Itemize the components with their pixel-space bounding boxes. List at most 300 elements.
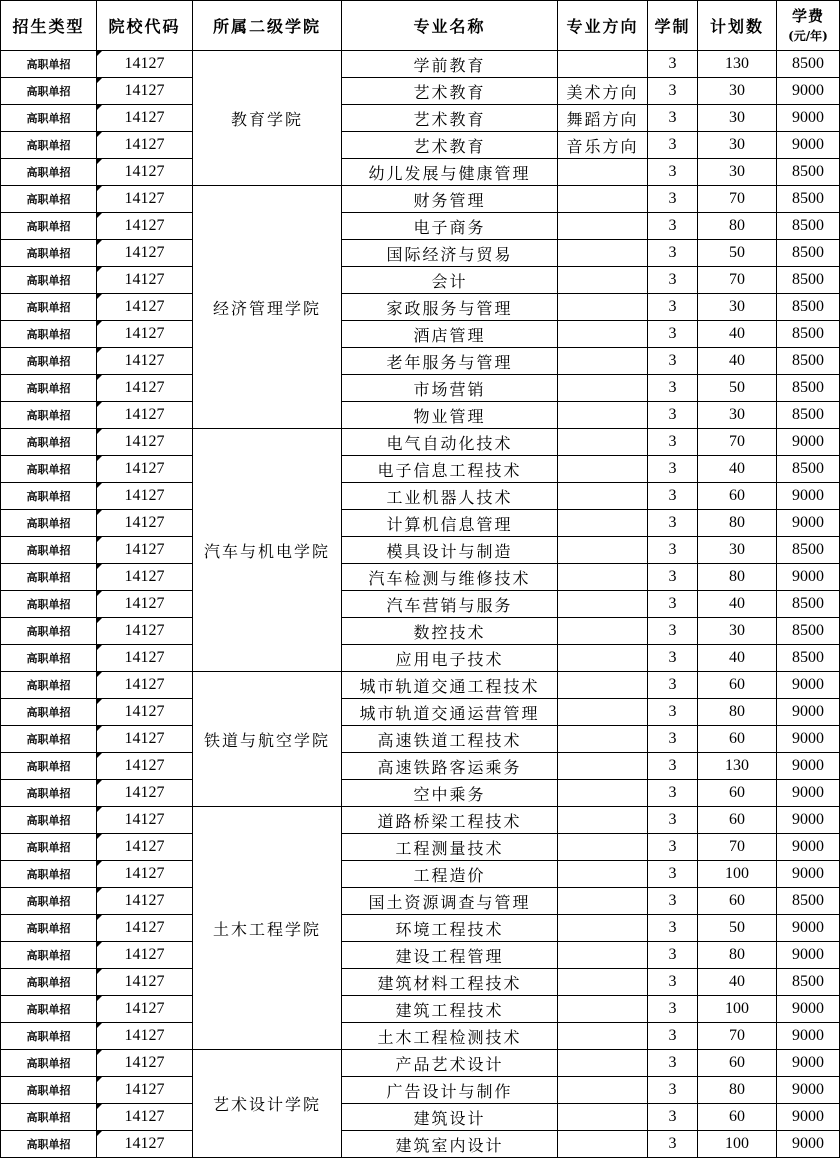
cell-direction xyxy=(558,402,648,429)
cell-code xyxy=(97,537,193,564)
cell-code xyxy=(97,51,193,78)
cell-fee: 8500 xyxy=(777,402,840,429)
cell-direction: 美术方向 xyxy=(558,78,648,105)
cell-corner-mark-icon xyxy=(97,321,102,326)
cell-direction xyxy=(558,672,648,699)
cell-code xyxy=(97,888,193,915)
table-body xyxy=(1,51,840,1158)
cell-fee: 8500 xyxy=(777,294,840,321)
cell-code-text: 14127 xyxy=(124,1054,165,1071)
cell-plan: 100 xyxy=(698,1131,777,1158)
cell-fee: 8500 xyxy=(777,186,840,213)
cell-years: 3 xyxy=(648,483,698,510)
cell-direction xyxy=(558,429,648,456)
cell-type: 高职单招 xyxy=(1,1077,97,1104)
cell-corner-mark-icon xyxy=(97,969,102,974)
cell-corner-mark-icon xyxy=(97,132,102,137)
cell-plan: 30 xyxy=(698,132,777,159)
table-row xyxy=(1,159,840,186)
cell-years: 3 xyxy=(648,726,698,753)
cell-direction xyxy=(558,240,648,267)
cell-direction xyxy=(558,1131,648,1158)
table-row xyxy=(1,294,840,321)
cell-plan: 60 xyxy=(698,672,777,699)
cell-code-text: 14127 xyxy=(124,298,165,315)
cell-type: 高职单招 xyxy=(1,780,97,807)
cell-fee: 9000 xyxy=(777,132,840,159)
header-fee-label: 学费 xyxy=(791,6,824,25)
cell-fee: 9000 xyxy=(777,726,840,753)
cell-fee: 9000 xyxy=(777,861,840,888)
cell-fee: 8500 xyxy=(777,267,840,294)
cell-corner-mark-icon xyxy=(97,483,102,488)
cell-direction xyxy=(558,213,648,240)
table-row xyxy=(1,834,840,861)
cell-years: 3 xyxy=(648,294,698,321)
cell-code-text: 14127 xyxy=(124,730,165,747)
cell-type: 高职单招 xyxy=(1,699,97,726)
cell-plan: 60 xyxy=(698,726,777,753)
cell-plan: 60 xyxy=(698,780,777,807)
cell-code xyxy=(97,1104,193,1131)
cell-type: 高职单招 xyxy=(1,591,97,618)
table-row xyxy=(1,645,840,672)
cell-fee: 8500 xyxy=(777,969,840,996)
table-row xyxy=(1,699,840,726)
cell-major: 会计 xyxy=(342,267,558,294)
table-row xyxy=(1,321,840,348)
cell-major: 老年服务与管理 xyxy=(342,348,558,375)
header-code: 院校代码 xyxy=(97,1,193,51)
cell-code xyxy=(97,1050,193,1077)
cell-years: 3 xyxy=(648,1131,698,1158)
cell-major: 建筑工程技术 xyxy=(342,996,558,1023)
cell-plan: 40 xyxy=(698,645,777,672)
cell-code-text: 14127 xyxy=(124,676,165,693)
cell-direction xyxy=(558,834,648,861)
cell-major: 建筑设计 xyxy=(342,1104,558,1131)
cell-corner-mark-icon xyxy=(97,618,102,623)
cell-years: 3 xyxy=(648,375,698,402)
cell-direction xyxy=(558,726,648,753)
cell-plan: 40 xyxy=(698,591,777,618)
cell-years: 3 xyxy=(648,753,698,780)
cell-code xyxy=(97,240,193,267)
cell-code-text: 14127 xyxy=(124,865,165,882)
cell-major: 高速铁路客运乘务 xyxy=(342,753,558,780)
cell-code-text: 14127 xyxy=(124,784,165,801)
table-row xyxy=(1,591,840,618)
cell-major: 电子商务 xyxy=(342,213,558,240)
cell-major: 空中乘务 xyxy=(342,780,558,807)
cell-direction xyxy=(558,1050,648,1077)
cell-type: 高职单招 xyxy=(1,942,97,969)
cell-fee: 9000 xyxy=(777,483,840,510)
cell-years: 3 xyxy=(648,807,698,834)
cell-type: 高职单招 xyxy=(1,618,97,645)
cell-type: 高职单招 xyxy=(1,159,97,186)
header-fee-unit: (元/年) xyxy=(788,28,828,43)
cell-type: 高职单招 xyxy=(1,1131,97,1158)
cell-college: 土木工程学院 xyxy=(193,807,342,1050)
cell-plan: 30 xyxy=(698,78,777,105)
cell-code xyxy=(97,915,193,942)
cell-type: 高职单招 xyxy=(1,132,97,159)
cell-corner-mark-icon xyxy=(97,294,102,299)
cell-major: 学前教育 xyxy=(342,51,558,78)
cell-code-text: 14127 xyxy=(124,568,165,585)
table-row xyxy=(1,105,840,132)
cell-major: 模具设计与制造 xyxy=(342,537,558,564)
cell-corner-mark-icon xyxy=(97,105,102,110)
table-row xyxy=(1,510,840,537)
cell-corner-mark-icon xyxy=(97,267,102,272)
cell-corner-mark-icon xyxy=(97,699,102,704)
cell-years: 3 xyxy=(648,159,698,186)
cell-code xyxy=(97,834,193,861)
cell-code-text: 14127 xyxy=(124,379,165,396)
cell-plan: 70 xyxy=(698,834,777,861)
cell-code xyxy=(97,375,193,402)
cell-fee: 9000 xyxy=(777,807,840,834)
cell-code xyxy=(97,753,193,780)
cell-type: 高职单招 xyxy=(1,1050,97,1077)
cell-fee: 9000 xyxy=(777,564,840,591)
cell-direction xyxy=(558,51,648,78)
cell-major: 酒店管理 xyxy=(342,321,558,348)
cell-type: 高职单招 xyxy=(1,294,97,321)
cell-fee: 9000 xyxy=(777,429,840,456)
cell-code-text: 14127 xyxy=(124,649,165,666)
cell-direction xyxy=(558,699,648,726)
cell-code-text: 14127 xyxy=(124,1027,165,1044)
cell-years: 3 xyxy=(648,51,698,78)
cell-type: 高职单招 xyxy=(1,672,97,699)
cell-type: 高职单招 xyxy=(1,969,97,996)
cell-plan: 60 xyxy=(698,888,777,915)
cell-fee: 8500 xyxy=(777,321,840,348)
cell-type: 高职单招 xyxy=(1,726,97,753)
cell-type: 高职单招 xyxy=(1,348,97,375)
cell-type: 高职单招 xyxy=(1,645,97,672)
cell-code-text: 14127 xyxy=(124,973,165,990)
cell-corner-mark-icon xyxy=(97,1023,102,1028)
cell-direction xyxy=(558,321,648,348)
cell-corner-mark-icon xyxy=(97,807,102,812)
cell-code xyxy=(97,429,193,456)
table-row xyxy=(1,618,840,645)
table-row xyxy=(1,375,840,402)
cell-plan: 130 xyxy=(698,753,777,780)
cell-corner-mark-icon xyxy=(97,942,102,947)
table-row xyxy=(1,564,840,591)
header-plan: 计划数 xyxy=(698,1,777,51)
cell-fee: 9000 xyxy=(777,1023,840,1050)
cell-type: 高职单招 xyxy=(1,240,97,267)
cell-major: 建设工程管理 xyxy=(342,942,558,969)
cell-corner-mark-icon xyxy=(97,1050,102,1055)
table-row xyxy=(1,456,840,483)
cell-fee: 9000 xyxy=(777,699,840,726)
cell-fee: 9000 xyxy=(777,780,840,807)
cell-plan: 40 xyxy=(698,456,777,483)
cell-code-text: 14127 xyxy=(124,460,165,477)
cell-plan: 30 xyxy=(698,159,777,186)
cell-major: 建筑材料工程技术 xyxy=(342,969,558,996)
cell-code xyxy=(97,1023,193,1050)
header-college: 所属二级学院 xyxy=(193,1,342,51)
cell-type: 高职单招 xyxy=(1,456,97,483)
cell-plan: 30 xyxy=(698,618,777,645)
cell-corner-mark-icon xyxy=(97,915,102,920)
cell-years: 3 xyxy=(648,456,698,483)
table-row xyxy=(1,402,840,429)
cell-years: 3 xyxy=(648,888,698,915)
cell-code xyxy=(97,510,193,537)
cell-corner-mark-icon xyxy=(97,1131,102,1136)
cell-type: 高职单招 xyxy=(1,1023,97,1050)
cell-years: 3 xyxy=(648,213,698,240)
table-row xyxy=(1,348,840,375)
cell-major: 财务管理 xyxy=(342,186,558,213)
cell-code-text: 14127 xyxy=(124,487,165,504)
cell-plan: 30 xyxy=(698,402,777,429)
cell-direction xyxy=(558,456,648,483)
table-row xyxy=(1,1104,840,1131)
cell-fee: 9000 xyxy=(777,1131,840,1158)
cell-fee: 9000 xyxy=(777,942,840,969)
cell-corner-mark-icon xyxy=(97,78,102,83)
cell-years: 3 xyxy=(648,510,698,537)
cell-code xyxy=(97,267,193,294)
cell-corner-mark-icon xyxy=(97,780,102,785)
cell-plan: 40 xyxy=(698,321,777,348)
cell-direction xyxy=(558,537,648,564)
cell-plan: 60 xyxy=(698,807,777,834)
cell-major: 国土资源调查与管理 xyxy=(342,888,558,915)
cell-type: 高职单招 xyxy=(1,105,97,132)
cell-college: 经济管理学院 xyxy=(193,186,342,429)
cell-code xyxy=(97,726,193,753)
cell-fee: 8500 xyxy=(777,888,840,915)
cell-corner-mark-icon xyxy=(97,510,102,515)
cell-code-text: 14127 xyxy=(124,352,165,369)
cell-code-text: 14127 xyxy=(124,514,165,531)
cell-major: 计算机信息管理 xyxy=(342,510,558,537)
cell-code xyxy=(97,456,193,483)
cell-code xyxy=(97,348,193,375)
cell-code xyxy=(97,159,193,186)
cell-code-text: 14127 xyxy=(124,838,165,855)
cell-fee: 9000 xyxy=(777,834,840,861)
cell-code xyxy=(97,1077,193,1104)
cell-plan: 60 xyxy=(698,483,777,510)
cell-code xyxy=(97,699,193,726)
cell-major: 道路桥梁工程技术 xyxy=(342,807,558,834)
cell-type: 高职单招 xyxy=(1,267,97,294)
cell-corner-mark-icon xyxy=(97,240,102,245)
table-row xyxy=(1,483,840,510)
cell-corner-mark-icon xyxy=(97,51,102,56)
cell-major: 电气自动化技术 xyxy=(342,429,558,456)
table-row xyxy=(1,672,840,699)
cell-corner-mark-icon xyxy=(97,456,102,461)
cell-code-text: 14127 xyxy=(124,163,165,180)
cell-plan: 40 xyxy=(698,969,777,996)
table-row xyxy=(1,78,840,105)
cell-type: 高职单招 xyxy=(1,861,97,888)
cell-corner-mark-icon xyxy=(97,159,102,164)
cell-years: 3 xyxy=(648,591,698,618)
cell-type: 高职单招 xyxy=(1,78,97,105)
cell-type: 高职单招 xyxy=(1,429,97,456)
cell-major: 城市轨道交通工程技术 xyxy=(342,672,558,699)
cell-direction xyxy=(558,267,648,294)
cell-direction xyxy=(558,618,648,645)
cell-code xyxy=(97,942,193,969)
cell-years: 3 xyxy=(648,834,698,861)
cell-code xyxy=(97,186,193,213)
cell-direction xyxy=(558,942,648,969)
cell-years: 3 xyxy=(648,402,698,429)
cell-corner-mark-icon xyxy=(97,375,102,380)
cell-code-text: 14127 xyxy=(124,136,165,153)
cell-major: 汽车营销与服务 xyxy=(342,591,558,618)
cell-code-text: 14127 xyxy=(124,811,165,828)
cell-direction xyxy=(558,807,648,834)
cell-code xyxy=(97,213,193,240)
cell-corner-mark-icon xyxy=(97,726,102,731)
cell-major: 产品艺术设计 xyxy=(342,1050,558,1077)
table-row xyxy=(1,726,840,753)
cell-years: 3 xyxy=(648,537,698,564)
cell-plan: 50 xyxy=(698,375,777,402)
cell-years: 3 xyxy=(648,1023,698,1050)
cell-type: 高职单招 xyxy=(1,375,97,402)
cell-college: 铁道与航空学院 xyxy=(193,672,342,807)
cell-years: 3 xyxy=(648,780,698,807)
cell-corner-mark-icon xyxy=(97,672,102,677)
cell-major: 艺术教育 xyxy=(342,105,558,132)
cell-major: 工程测量技术 xyxy=(342,834,558,861)
cell-code xyxy=(97,321,193,348)
cell-years: 3 xyxy=(648,267,698,294)
cell-major: 市场营销 xyxy=(342,375,558,402)
cell-type: 高职单招 xyxy=(1,807,97,834)
cell-corner-mark-icon xyxy=(97,834,102,839)
table-row xyxy=(1,915,840,942)
table-row xyxy=(1,996,840,1023)
cell-type: 高职单招 xyxy=(1,402,97,429)
cell-college: 艺术设计学院 xyxy=(193,1050,342,1158)
cell-years: 3 xyxy=(648,348,698,375)
cell-years: 3 xyxy=(648,1050,698,1077)
cell-fee: 9000 xyxy=(777,915,840,942)
cell-fee: 8500 xyxy=(777,645,840,672)
cell-type: 高职单招 xyxy=(1,321,97,348)
cell-type: 高职单招 xyxy=(1,996,97,1023)
cell-fee: 8500 xyxy=(777,537,840,564)
cell-major: 国际经济与贸易 xyxy=(342,240,558,267)
cell-direction xyxy=(558,294,648,321)
cell-corner-mark-icon xyxy=(97,1104,102,1109)
cell-direction xyxy=(558,969,648,996)
cell-corner-mark-icon xyxy=(97,753,102,758)
cell-plan: 80 xyxy=(698,699,777,726)
cell-plan: 60 xyxy=(698,1104,777,1131)
cell-plan: 80 xyxy=(698,213,777,240)
cell-major: 城市轨道交通运营管理 xyxy=(342,699,558,726)
cell-code-text: 14127 xyxy=(124,433,165,450)
cell-major: 土木工程检测技术 xyxy=(342,1023,558,1050)
cell-fee: 8500 xyxy=(777,51,840,78)
cell-plan: 70 xyxy=(698,267,777,294)
header-major: 专业名称 xyxy=(342,1,558,51)
cell-fee: 8500 xyxy=(777,456,840,483)
cell-corner-mark-icon xyxy=(97,996,102,1001)
cell-direction xyxy=(558,1077,648,1104)
cell-type: 高职单招 xyxy=(1,51,97,78)
cell-type: 高职单招 xyxy=(1,510,97,537)
table-row xyxy=(1,186,840,213)
cell-type: 高职单招 xyxy=(1,186,97,213)
cell-fee: 9000 xyxy=(777,753,840,780)
cell-plan: 80 xyxy=(698,1077,777,1104)
cell-years: 3 xyxy=(648,699,698,726)
cell-code xyxy=(97,132,193,159)
cell-fee: 9000 xyxy=(777,105,840,132)
cell-years: 3 xyxy=(648,105,698,132)
cell-corner-mark-icon xyxy=(97,348,102,353)
cell-plan: 100 xyxy=(698,861,777,888)
cell-major: 数控技术 xyxy=(342,618,558,645)
cell-major: 艺术教育 xyxy=(342,78,558,105)
cell-direction xyxy=(558,375,648,402)
cell-years: 3 xyxy=(648,132,698,159)
cell-code xyxy=(97,564,193,591)
table-row xyxy=(1,429,840,456)
cell-fee: 9000 xyxy=(777,996,840,1023)
cell-direction xyxy=(558,780,648,807)
cell-direction xyxy=(558,186,648,213)
cell-fee: 9000 xyxy=(777,672,840,699)
cell-fee: 8500 xyxy=(777,240,840,267)
table-row xyxy=(1,267,840,294)
cell-corner-mark-icon xyxy=(97,861,102,866)
cell-code-text: 14127 xyxy=(124,946,165,963)
cell-corner-mark-icon xyxy=(97,591,102,596)
cell-plan: 60 xyxy=(698,1050,777,1077)
cell-major: 广告设计与制作 xyxy=(342,1077,558,1104)
cell-years: 3 xyxy=(648,645,698,672)
cell-direction xyxy=(558,1104,648,1131)
cell-code-text: 14127 xyxy=(124,919,165,936)
table-row xyxy=(1,537,840,564)
cell-type: 高职单招 xyxy=(1,1104,97,1131)
cell-code xyxy=(97,645,193,672)
cell-years: 3 xyxy=(648,78,698,105)
cell-code-text: 14127 xyxy=(124,406,165,423)
cell-years: 3 xyxy=(648,429,698,456)
cell-fee: 8500 xyxy=(777,591,840,618)
cell-direction: 音乐方向 xyxy=(558,132,648,159)
header-fee xyxy=(777,1,840,51)
cell-years: 3 xyxy=(648,564,698,591)
cell-plan: 30 xyxy=(698,105,777,132)
table-row xyxy=(1,132,840,159)
cell-corner-mark-icon xyxy=(97,402,102,407)
cell-code xyxy=(97,105,193,132)
